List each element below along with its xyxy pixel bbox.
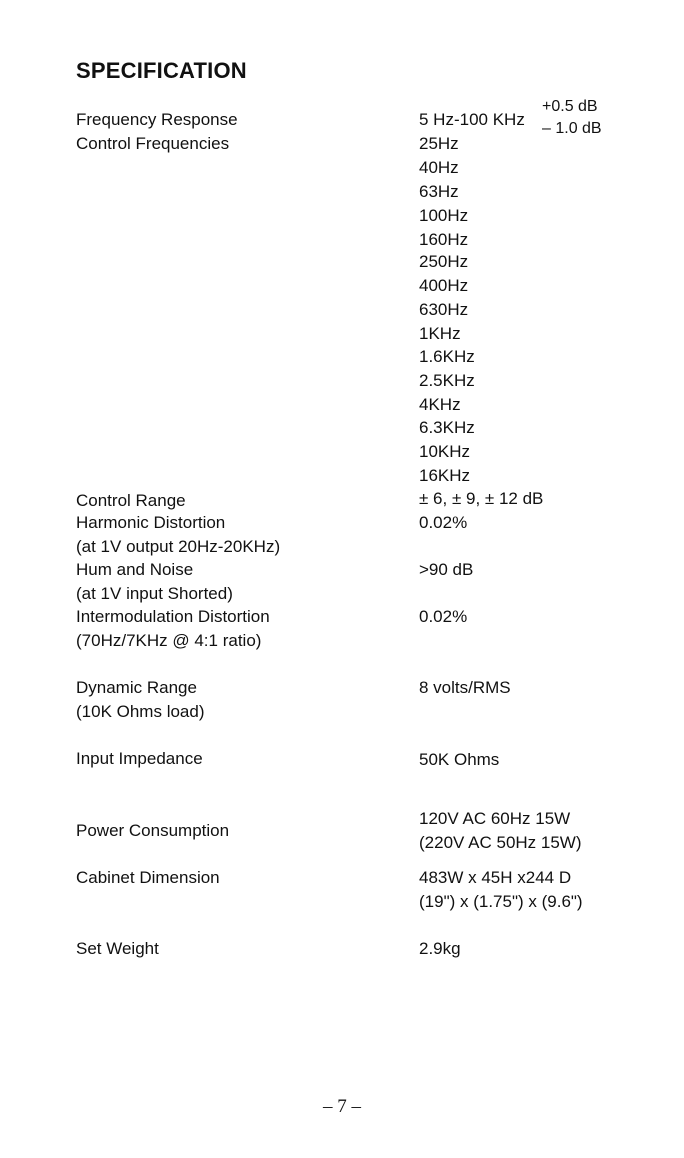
control-frequency-item: 100Hz <box>419 206 469 225</box>
harmonic-distortion-value: 0.02% <box>419 513 468 532</box>
control-frequency-item: 40Hz <box>419 158 459 177</box>
control-frequency-item: 63Hz <box>419 182 459 201</box>
control-frequency-item: 4KHz <box>419 395 461 414</box>
control-frequency-item: 6.3KHz <box>419 418 475 437</box>
control-range-value: ± 6, ± 9, ± 12 dB <box>419 489 544 508</box>
cabinet-dimension-value: 483W x 45H x244 D <box>419 868 572 887</box>
control-frequency-item: 400Hz <box>419 276 469 295</box>
freq-response-value: 5 Hz-100 KHz <box>419 110 525 129</box>
intermod-distortion-value: 0.02% <box>419 607 468 626</box>
freq-response-label: Frequency Response <box>76 110 238 129</box>
intermod-distortion-condition: (70Hz/7KHz @ 4:1 ratio) <box>76 631 262 650</box>
cabinet-dimension-label: Cabinet Dimension <box>76 868 220 887</box>
control-frequencies-label: Control Frequencies <box>76 134 230 153</box>
control-range-label: Control Range <box>76 491 186 510</box>
page-number: – 7 – <box>323 1096 361 1117</box>
power-consumption-value: 120V AC 60Hz 15W <box>419 809 571 828</box>
set-weight-value: 2.9kg <box>419 939 461 958</box>
hum-noise-value: >90 dB <box>419 560 474 579</box>
control-frequency-item: 1.6KHz <box>419 347 475 366</box>
harmonic-distortion-condition: (at 1V output 20Hz-20KHz) <box>76 537 281 556</box>
control-frequency-item: 10KHz <box>419 442 471 461</box>
input-impedance-value: 50K Ohms <box>419 750 500 769</box>
power-consumption-alt-value: (220V AC 50Hz 15W) <box>419 833 582 852</box>
cabinet-dimension-inches: (19") x (1.75") x (9.6") <box>419 892 583 911</box>
page-title: SPECIFICATION <box>76 58 247 83</box>
harmonic-distortion-label: Harmonic Distortion <box>76 513 226 532</box>
dynamic-range-value: 8 volts/RMS <box>419 678 511 697</box>
input-impedance-label: Input Impedance <box>76 749 203 768</box>
dynamic-range-condition: (10K Ohms load) <box>76 702 205 721</box>
control-frequency-item: 250Hz <box>419 252 469 271</box>
freq-response-tol-plus: +0.5 dB <box>542 98 598 115</box>
control-frequency-item: 16KHz <box>419 466 471 485</box>
control-frequency-item: 1KHz <box>419 324 461 343</box>
control-frequency-item: 630Hz <box>419 300 469 319</box>
power-consumption-label: Power Consumption <box>76 821 230 840</box>
control-frequency-item: 25Hz <box>419 134 459 153</box>
hum-noise-condition: (at 1V input Shorted) <box>76 584 233 603</box>
hum-noise-label: Hum and Noise <box>76 560 194 579</box>
set-weight-label: Set Weight <box>76 939 159 958</box>
control-frequency-item: 160Hz <box>419 230 469 249</box>
dynamic-range-label: Dynamic Range <box>76 678 197 697</box>
intermod-distortion-label: Intermodulation Distortion <box>76 607 270 626</box>
control-frequency-item: 2.5KHz <box>419 371 475 390</box>
freq-response-tol-minus: – 1.0 dB <box>542 120 602 137</box>
